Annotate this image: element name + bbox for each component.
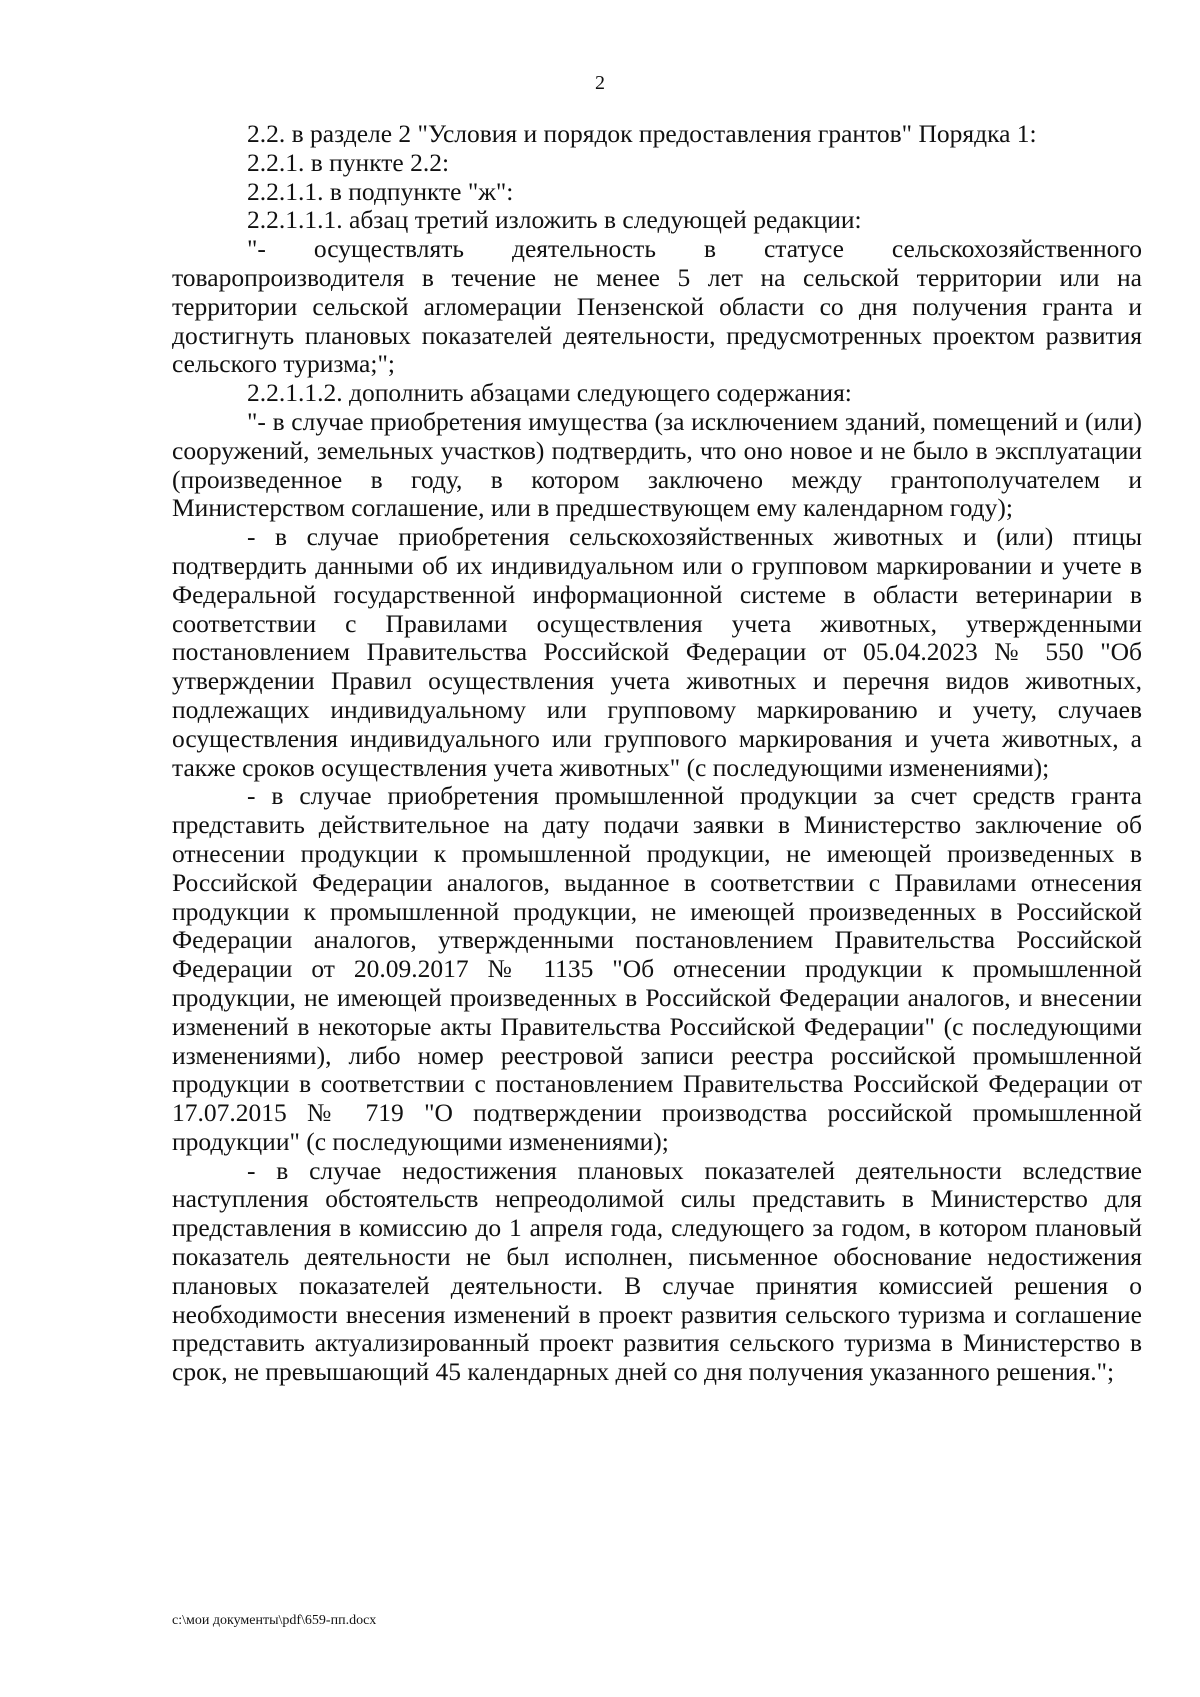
page-number: 2 <box>595 72 605 94</box>
file-path-footer: c:\мои документы\pdf\659-пп.docx <box>172 1613 377 1628</box>
paragraph-force-majeure: - в случае недостижения плановых показателей деятельности вследствие наступления обстоятельств непреодолимой силы представить в Министерство для представления в комиссию до 1 апреля года, следующего за годом, в котором плановый показатель деятельности не был исполнен, письменное обоснование недостижения плановых показателей деятельности. В случае принятия комиссией решения о необходимости внесения изменений в проект развития сельского туризма и соглашение представить актуализированный проект развития сельского туризма в Министерство в срок, не превышающий 45 календарных дней со дня получения указанного решения."; <box>172 1155 1142 1387</box>
paragraph-subclause-2-2-1-1: 2.2.1.1. в подпункте "ж": <box>247 176 514 206</box>
document-body <box>172 120 1142 1387</box>
paragraph-property-acquisition: "- в случае приобретения имущества (за исключением зданий, помещений и (или) сооружений, земельных участков) подтвердить, что оно новое и не было в эксплуатации (произведенное в году, в котором заключено между грантополучателем и Министерством соглашение, или в предшествующем ему календарном году); <box>172 406 1142 523</box>
paragraph-section-2-2: 2.2. в разделе 2 "Условия и порядок предоставления грантов" Порядка 1: <box>247 119 1037 148</box>
paragraph-new-wording: "- осуществлять деятельность в статусе сельскохозяйственного товаропроизводителя в течение не менее 5 лет на сельской территории или на территории сельской агломерации Пензенской области со дня получения гранта и достигнуть плановых показателей деятельности, предусмотренных проектом развития сельского туризма;"; <box>172 234 1142 379</box>
paragraph-subclause-2-2-1-1-2: 2.2.1.1.2. дополнить абзацами следующего содержания: <box>247 378 852 408</box>
paragraph-clause-2-2-1: 2.2.1. в пункте 2.2: <box>247 147 450 177</box>
paragraph-subclause-2-2-1-1-1: 2.2.1.1.1. абзац третий изложить в следующей редакции: <box>247 205 862 235</box>
paragraph-animals-acquisition: - в случае приобретения сельскохозяйственных животных и (или) птицы подтвердить данными об их индивидуальном или о групповом маркировании и учете в Федеральной государственной информационной системе в области ветеринарии в соответствии с Правилами осуществления учета животных, утвержденными постановлением Правительства Российской Федерации от 05.04.2023 № 550 "Об утверждении Правил осуществления учета животных и перечня видов животных, подлежащих индивидуальному или групповому маркированию и учету, случаев осуществления индивидуального или группового маркирования и учета животных, а также сроков осуществления учета животных" (с последующими изменениями); <box>172 522 1142 782</box>
paragraph-industrial-products: - в случае приобретения промышленной продукции за счет средств гранта представить действительное на дату подачи заявки в Министерство заключение об отнесении продукции к промышленной продукции, не имеющей произведенных в Российской Федерации аналогов, выданное в соответствии с Правилами отнесения продукции к промышленной продукции, не имеющей произведенных в Российской Федерации аналогов, утвержденными постановлением Правительства Российской Федерации от 20.09.2017 № 1135 "Об отнесении продукции к промышленной продукции, не имеющей произведенных в Российской Федерации аналогов, и внесении изменений в некоторые акты Правительства Российской Федерации" (с последующими изменениями), либо номер реестровой записи реестра российской промышленной продукции в соответствии с постановлением Правительства Российской Федерации от 17.07.2015 № 719 "О подтверждении производства российской промышленной продукции" (с последующими изменениями); <box>172 781 1142 1156</box>
